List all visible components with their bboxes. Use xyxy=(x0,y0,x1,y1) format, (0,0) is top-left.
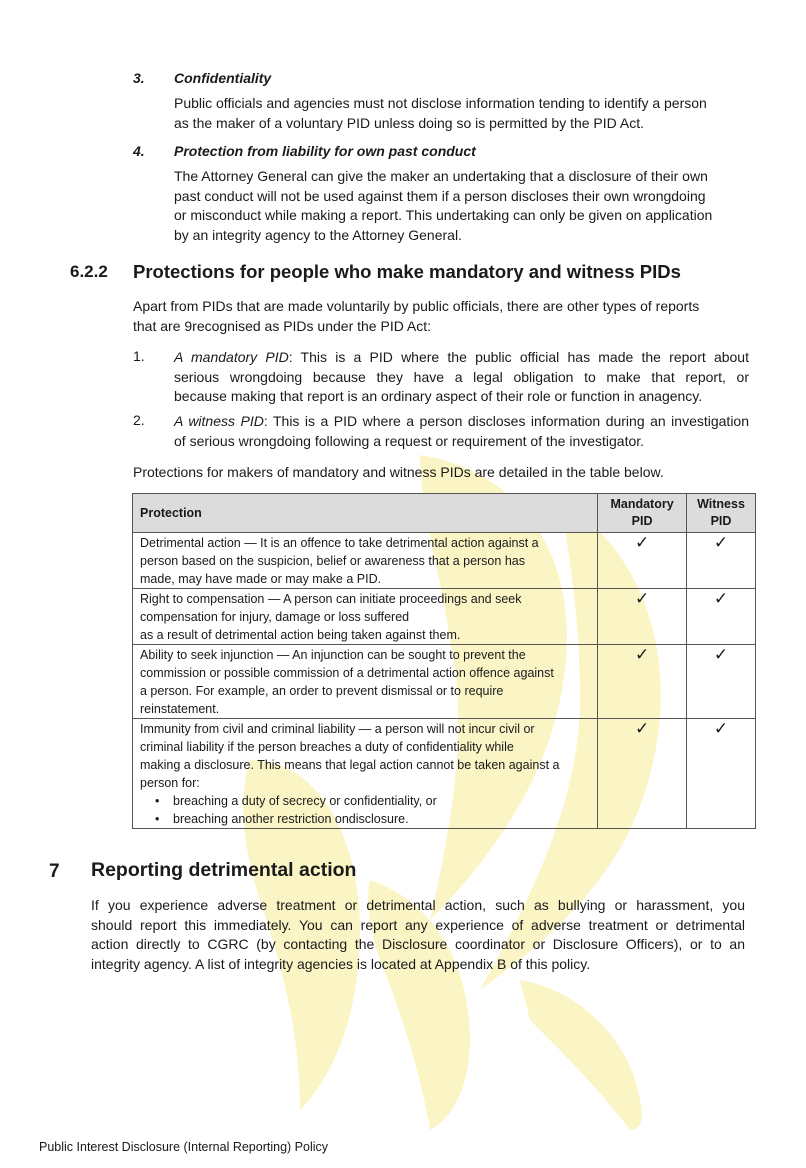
checkmark-icon: ✓ xyxy=(687,533,756,589)
cell-line: making a disclosure. This means that legal action cannot be taken against a xyxy=(140,758,560,772)
item-4-body xyxy=(174,167,749,245)
bullet-icon: • xyxy=(155,794,160,808)
checkmark-icon: ✓ xyxy=(598,719,687,829)
text-line: integrity agency. A list of integrity agencies is located at Appendix B of this policy. xyxy=(91,955,591,972)
checkmark-icon: ✓ xyxy=(598,533,687,589)
section-7-body xyxy=(91,896,745,974)
cell-line: Detrimental action — It is an offence to take detrimental action against a xyxy=(140,536,539,550)
header-witness-pid: Witness PID xyxy=(687,494,756,533)
text-line: Public officials and agencies must not disclose information tending to identify a person xyxy=(174,95,707,111)
cell-line: Immunity from civil and criminal liability — a person will not incur civil or xyxy=(140,722,535,736)
cell-line: compensation for injury, damage or loss suffered xyxy=(140,610,410,624)
section-6-2-2-number: 6.2.2 xyxy=(70,262,108,281)
cell-line: commission or possible commission of a detrimental action offence against xyxy=(140,666,554,680)
text-line: The Attorney General can give the maker an undertaking that a disclosure of their own xyxy=(174,168,708,184)
text-line: past conduct will not be used against them if a person discloses their own wrongdoing xyxy=(174,187,706,204)
section-6-2-2-heading: Protections for people who make mandatory and witness PIDs xyxy=(133,261,681,282)
list-item xyxy=(155,810,590,828)
text-line: by an integrity agency to the Attorney General. xyxy=(174,226,462,243)
cell-line: person based on the suspicion, belief or awareness that a person has xyxy=(140,554,525,568)
text-line: because making that report is an ordinary aspect of their role or function in anagency. xyxy=(174,388,703,404)
text-line: or misconduct while making a report. This undertaking can only be given on application xyxy=(174,207,713,223)
cell-line: a person. For example, an order to prevent dismissal or to require xyxy=(140,684,504,698)
section-6-2-2-intro xyxy=(133,297,749,336)
text-line: of serious wrongdoing following a request or requirement of the investigator. xyxy=(174,432,645,449)
header-mandatory-pid: Mandatory PID xyxy=(598,494,687,533)
list-item-1-number: 1. xyxy=(133,348,145,364)
row-right-to-compensation xyxy=(133,589,598,645)
cell-line: Ability to seek injunction — An injunction can be sought to prevent the xyxy=(140,648,526,662)
item-3-title: Confidentiality xyxy=(174,70,272,86)
text-line: serious wrongdoing because they have a legal obligation to make that report, or xyxy=(174,368,749,385)
cell-line: made, may have made or may make a PID. xyxy=(140,572,382,586)
checkmark-icon: ✓ xyxy=(687,589,756,645)
text-line: as the maker of a voluntary PID unless doing so is permitted by the PID Act. xyxy=(174,114,645,131)
checkmark-icon: ✓ xyxy=(598,589,687,645)
checkmark-icon: ✓ xyxy=(598,645,687,719)
table-row xyxy=(133,533,756,589)
cell-line: person for: xyxy=(140,776,200,790)
section-7-heading: Reporting detrimental action xyxy=(91,859,357,881)
text-line: that are 9recognised as PIDs under the PID Act: xyxy=(133,317,432,334)
bullet-list xyxy=(140,792,590,828)
bullet-icon: • xyxy=(155,812,160,826)
section-7-number: 7 xyxy=(49,861,60,882)
cell-line: as a result of detrimental action being taken against them. xyxy=(140,628,461,642)
checkmark-icon: ✓ xyxy=(687,719,756,829)
term-witness-pid: A witness PID xyxy=(174,413,264,429)
text-line: action directly to CGRC (by contacting the Disclosure coordinator or Disclosure Officers), or to an xyxy=(91,936,745,952)
row-ability-to-seek-injunction xyxy=(133,645,598,719)
protections-table xyxy=(132,493,756,829)
list-item-2-number: 2. xyxy=(133,412,145,428)
bullet-text: breaching another restriction ondisclosure. xyxy=(173,812,409,826)
table-row xyxy=(133,645,756,719)
cell-line: reinstatement. xyxy=(140,702,220,716)
cell-line: criminal liability if the person breaches a duty of confidentiality while xyxy=(140,740,514,754)
list-item xyxy=(155,792,590,810)
table-row xyxy=(133,589,756,645)
term-mandatory-pid: A mandatory PID xyxy=(174,349,289,365)
text-line: : This is a PID where a person discloses information during an investigation xyxy=(263,413,749,429)
table-row xyxy=(133,719,756,829)
list-item-2-text xyxy=(174,412,749,451)
row-detrimental-action xyxy=(133,533,598,589)
header-protection: Protection xyxy=(133,494,598,533)
text-line: If you experience adverse treatment or detrimental action, such as bullying or harassment, you xyxy=(91,897,745,913)
item-4-title: Protection from liability for own past conduct xyxy=(174,143,476,159)
item-3-body xyxy=(174,94,749,133)
table-intro: Protections for makers of mandatory and witness PIDs are detailed in the table below. xyxy=(133,464,664,480)
page-footer: Public Interest Disclosure (Internal Reporting) Policy xyxy=(39,1140,329,1154)
text-line: : This is a PID where the public official has made the report about xyxy=(288,349,749,365)
text-line: Apart from PIDs that are made voluntarily by public officials, there are other types of reports xyxy=(133,298,700,314)
list-item-1-text xyxy=(174,348,749,407)
bullet-text: breaching a duty of secrecy or confidentiality, or xyxy=(173,794,437,808)
row-immunity-from-liability xyxy=(133,719,598,829)
item-3-number: 3. xyxy=(133,70,145,86)
text-line: should report this immediately. You can report any experience of adverse treatment or detrimental xyxy=(91,916,745,933)
table-header-row xyxy=(133,494,756,533)
checkmark-icon: ✓ xyxy=(687,645,756,719)
item-4-number: 4. xyxy=(133,143,145,159)
cell-line: Right to compensation — A person can initiate proceedings and seek xyxy=(140,592,522,606)
